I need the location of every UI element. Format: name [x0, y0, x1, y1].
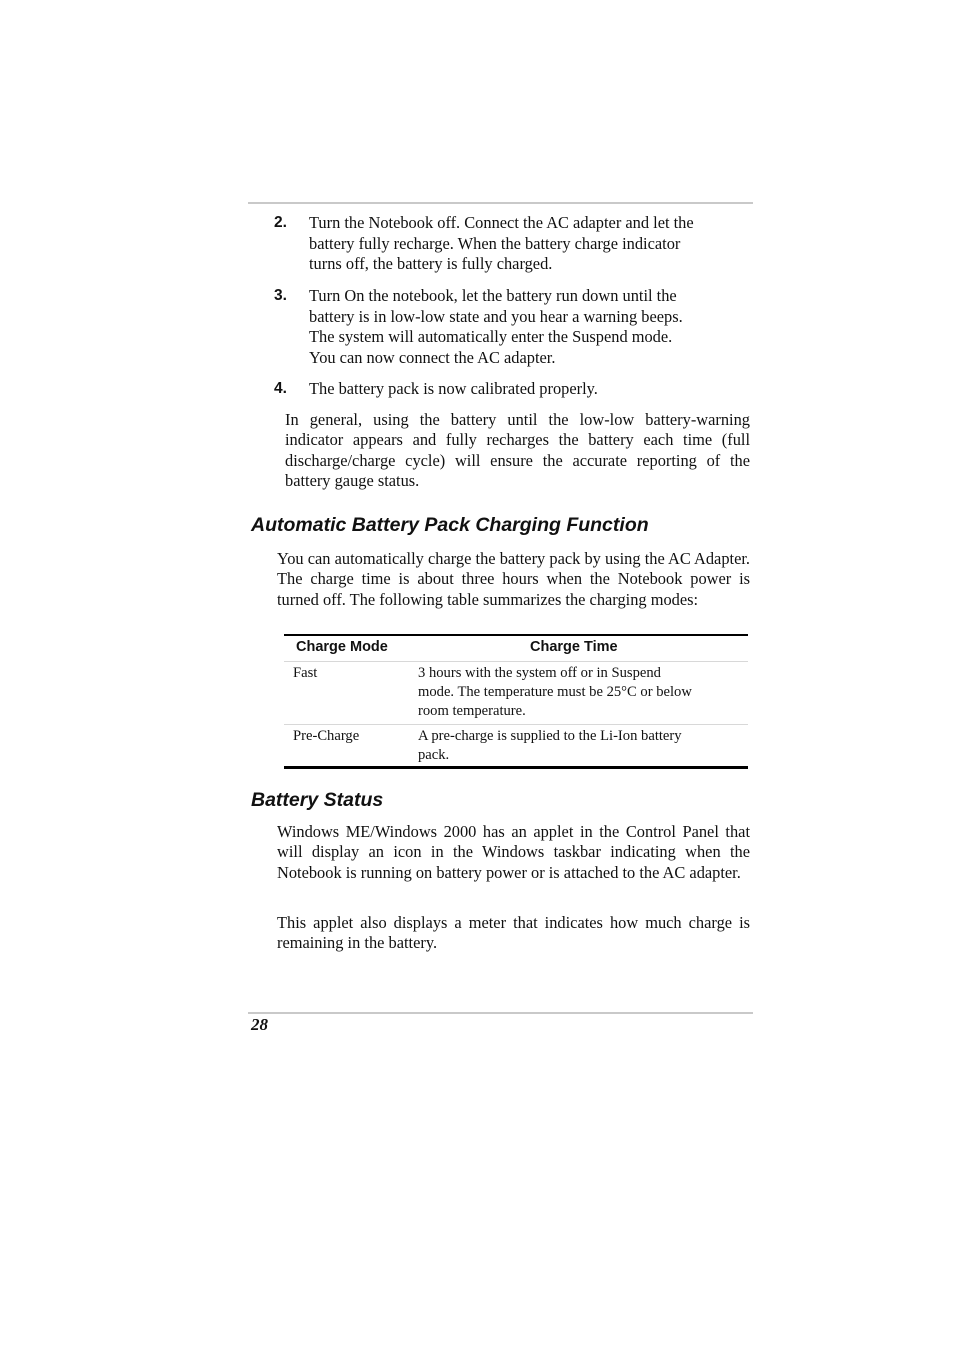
table-cell-time: A pre-charge is supplied to the Li-Ion battery pack.: [418, 728, 682, 763]
status-paragraph-2: This applet also displays a meter that indicates how much charge is remaining in the battery.: [277, 913, 750, 953]
step-text: Turn On the notebook, let the battery run down until the battery is in low-low state and you hear a warning beeps. The system will automatically enter the Suspend mode. You can now connect the AC adapter.: [309, 286, 683, 367]
table-bottom-rule: [284, 766, 748, 769]
table-header-mode: Charge Mode: [296, 639, 388, 655]
step-text: Turn the Notebook off. Connect the AC adapter and let the battery fully recharge. When the battery charge indicator turns off, the battery is fully charged.: [309, 213, 694, 273]
table-cell-mode: Fast: [293, 665, 318, 681]
bottom-rule: [248, 1012, 753, 1014]
table-cell-time: 3 hours with the system off or in Suspend mode. The temperature must be 25°C or below room temperature.: [418, 665, 692, 719]
page-number: 28: [251, 1015, 268, 1034]
table-cell-mode: Pre-Charge: [293, 728, 360, 744]
step-number: 4.: [274, 380, 287, 397]
charging-paragraph: You can automatically charge the battery pack by using the AC Adapter. The charge time is about three hours when the Notebook power is turned off. The following table summarizes the charging modes:: [277, 549, 750, 609]
table-row-rule: [284, 724, 748, 725]
table-header-time: Charge Time: [530, 639, 618, 655]
table-header-rule: [284, 661, 748, 662]
status-paragraph-1: Windows ME/Windows 2000 has an applet in the Control Panel that will display an icon in the Windows taskbar indicating when the Notebook is running on battery power or is attached to the AC adapter.: [277, 822, 750, 882]
section-heading-charging: Automatic Battery Pack Charging Function: [251, 514, 649, 536]
general-paragraph: In general, using the battery until the low-low battery-warning indicator appears and fully recharges the battery each time (full discharge/charge cycle) will ensure the accurate reporting of the battery gauge status.: [285, 410, 750, 490]
table-top-rule: [284, 634, 748, 636]
top-rule: [248, 202, 753, 204]
section-heading-status: Battery Status: [251, 789, 384, 811]
step-number: 2.: [274, 214, 287, 231]
step-text: The battery pack is now calibrated properly.: [309, 379, 598, 398]
step-number: 3.: [274, 287, 287, 304]
